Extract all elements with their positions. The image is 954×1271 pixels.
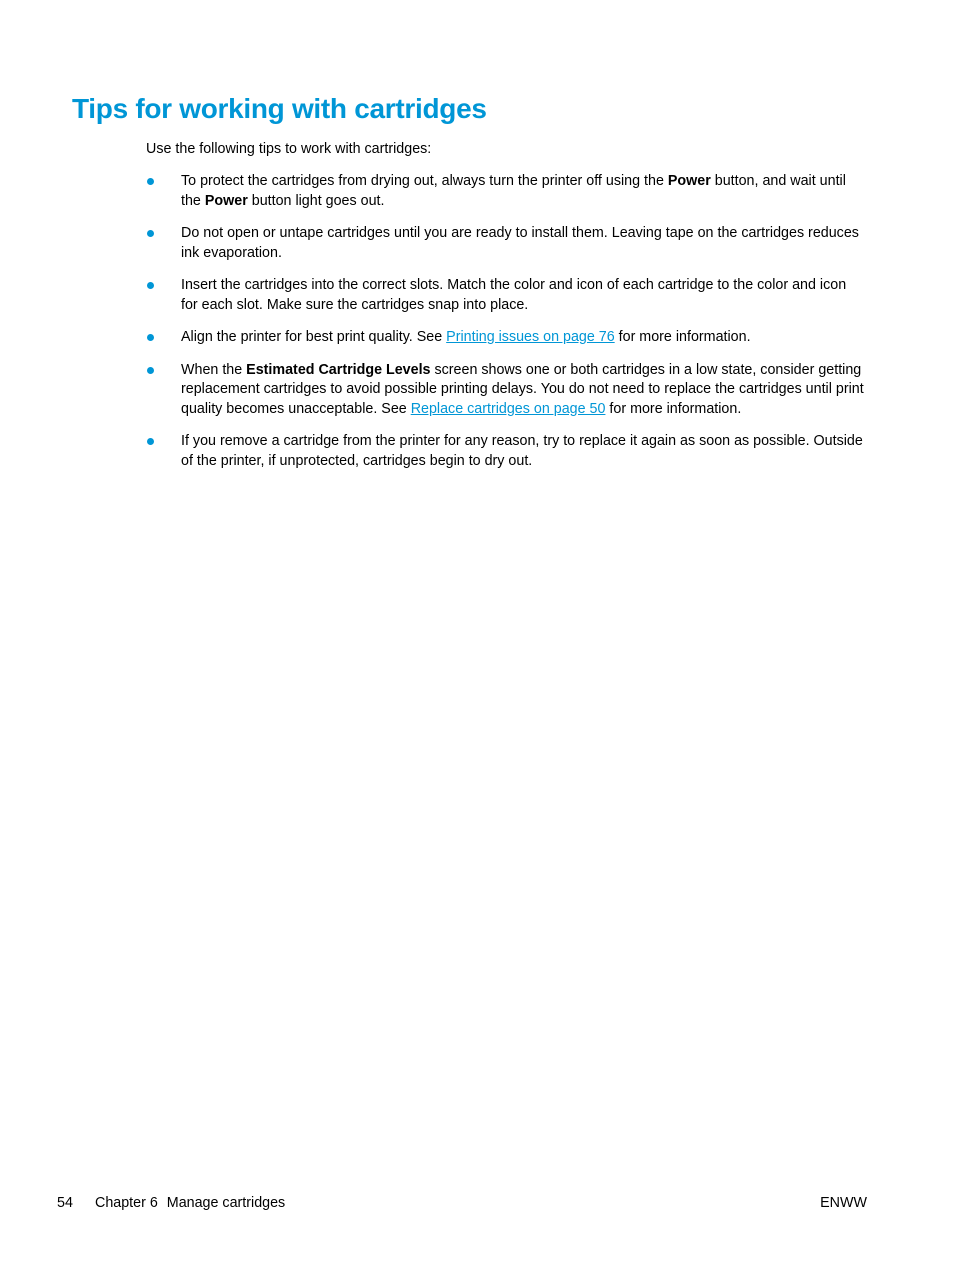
tip-text: When the	[181, 361, 247, 378]
tip-text: for more information.	[605, 400, 742, 417]
bullet-icon	[147, 367, 154, 374]
list-item	[146, 361, 866, 420]
list-item	[146, 172, 866, 211]
footer-left	[57, 1193, 285, 1213]
bullet-icon	[147, 438, 154, 445]
estimated-levels-emphasis: Estimated Cartridge Levels	[246, 361, 431, 378]
bullet-icon	[147, 178, 154, 185]
tip-text: button light goes out.	[247, 192, 385, 209]
list-item	[146, 224, 866, 263]
power-emphasis: Power	[204, 192, 248, 209]
chapter-title: Manage cartridges	[166, 1195, 286, 1211]
tip-text: button, and wait until the	[181, 173, 846, 209]
intro-text: Use the following tips to work with cartridges:	[146, 141, 432, 157]
bullet-icon	[147, 230, 154, 237]
tips-list	[146, 172, 866, 484]
tip-text: To protect the cartridges from drying out, always turn the printer off using the	[181, 173, 668, 189]
tip-text: If you remove a cartridge from the printer for any reason, try to replace it again as soon as possible. Outside of the printer, if unprotected, cartridges begin to dry out.	[181, 433, 863, 469]
power-emphasis: Power	[667, 173, 711, 189]
printing-issues-link[interactable]: Printing issues on page 76	[446, 329, 615, 345]
chapter-label: Chapter 6	[95, 1195, 158, 1211]
bullet-icon	[147, 282, 154, 289]
tip-text: Align the printer for best print quality. See	[181, 329, 447, 345]
tip-text: screen shows one or both cartridges in a low state, consider getting replacement cartridges to avoid possible printing delays. You do not need to replace the cartridges until print quality becomes unacceptable. See	[181, 361, 864, 417]
tip-text: for more information.	[614, 329, 751, 345]
replace-cartridges-link[interactable]: Replace cartridges on page 50	[410, 400, 606, 417]
tip-text: Insert the cartridges into the correct slots. Match the color and icon of each cartridge to the color and icon for each slot. Make sure the cartridges snap into place.	[181, 277, 847, 313]
footer-locale: ENWW	[820, 1195, 867, 1211]
list-item	[146, 276, 866, 315]
page-number: 54	[57, 1195, 73, 1211]
tip-text: Do not open or untape cartridges until you are ready to install them. Leaving tape on the cartridges reduces ink evaporation.	[181, 225, 859, 261]
list-item	[146, 328, 866, 348]
bullet-icon	[147, 334, 154, 341]
list-item	[146, 432, 866, 471]
page-title: Tips for working with cartridges	[72, 93, 487, 124]
